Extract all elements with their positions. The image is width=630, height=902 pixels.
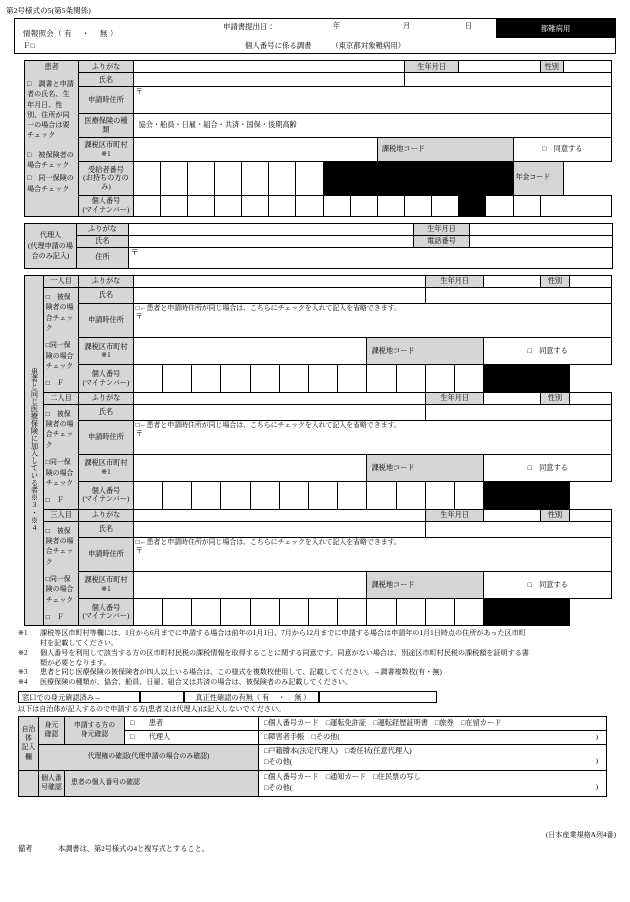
person-3-furigana-label: ふりがな [79, 509, 133, 521]
mynumber-label-1: 個人番 [41, 775, 62, 783]
note-item [18, 649, 614, 658]
mynumber-cell[interactable] [367, 365, 396, 392]
person-2-gender-value[interactable] [570, 392, 612, 404]
mynumber-cell[interactable] [405, 196, 432, 217]
person-2-name-extra[interactable] [425, 404, 611, 420]
patient-address-value[interactable] [133, 87, 611, 114]
paper-standard: (日本産業規格A列4番) [545, 831, 616, 839]
patient-check-same-label[interactable]: □ 調書と申請者の氏名、生年月日、性別、住所が同一の場合は要チェック [27, 79, 74, 140]
person-2-furigana-value[interactable] [133, 392, 425, 404]
note-text: 個人番号を利用して該当する方の区市町村民税の課税情報を取得することに関する同意です。同意がない場合は、別途区市町村民税の課税額を証明する書 [40, 648, 529, 657]
patient-insurance-type-options[interactable]: 協会・船員・日雇・組合・共済・国保・後期高齢 [133, 114, 611, 138]
person-3-gender-value[interactable] [570, 509, 612, 521]
agent-furigana-label: ふりがな [77, 223, 129, 235]
mynumber-cell[interactable] [192, 365, 221, 392]
patient-mynumber-label [79, 196, 133, 217]
tax-city-text: 課税区市町村 [84, 459, 128, 468]
person-3-check-same-insurance[interactable]: □同一保険の場合チェック [45, 576, 74, 604]
note-mark: ※3 [18, 668, 28, 677]
person-1-furigana-label: ふりがな [79, 275, 133, 287]
person-2-name-value[interactable] [133, 404, 425, 420]
agent-furigana-value[interactable] [129, 223, 414, 235]
mynumber-cell[interactable] [367, 599, 396, 626]
agent-identity-docs[interactable] [259, 730, 607, 744]
note-mark: ※1 [18, 629, 28, 638]
person-1-furigana-value[interactable] [133, 275, 425, 287]
mynumber-cell[interactable] [396, 365, 425, 392]
person-3-name-extra[interactable] [425, 521, 611, 537]
person-2-check-insured[interactable]: □ 被保険者の場合チェック [45, 410, 74, 449]
patient-pension-code-label: 年金コード [513, 162, 563, 196]
patient-gender-value[interactable] [563, 61, 611, 73]
document-title-subtitle: （東京都対象難病用） [331, 41, 406, 51]
patient-agree-checkbox[interactable]: □ 同意する [513, 138, 611, 162]
mynumber-cell[interactable] [513, 196, 540, 217]
postal-mark-icon: 〒 [135, 313, 143, 322]
mynumber-cell[interactable] [162, 482, 191, 509]
mynumber-text: 個人番号 [91, 197, 121, 206]
applicant-identity-1: 申請する方の [73, 721, 116, 729]
patient-furigana-label: ふりがな [79, 61, 133, 73]
person-2-check-same-insurance[interactable]: □同一保険の場合チェック [45, 459, 74, 487]
proxy-other-close: ) [595, 757, 598, 766]
mynumber-cell[interactable] [187, 196, 214, 217]
agent-name-label: 氏名 [77, 235, 129, 247]
footer-note-label: 備考 [18, 845, 33, 853]
recipient-cell[interactable] [242, 162, 269, 196]
person-3-ordinal: 三人目 [43, 509, 79, 521]
mynumber-cell[interactable] [455, 599, 484, 626]
municipal-mynumber-area [19, 770, 39, 796]
patient-tax-code-label: 課税地コード [377, 138, 513, 162]
applicant-identity-label [65, 716, 125, 744]
postal-mark-icon: 〒 [135, 546, 143, 555]
document-title: 個人番号に係る調書 [245, 41, 312, 51]
person-1-tax-code-label: 課税地コード [367, 338, 484, 365]
patient-tax-city-label [79, 138, 133, 162]
person-2-address-hint[interactable]: □←患者と申請時住所が同じ場合は、こちらにチェックを入れて記入を省略できます。 [135, 421, 401, 429]
person-2-agree-checkbox[interactable]: □ 同意する [484, 455, 612, 482]
person-3-address-label: 申請時住所 [79, 537, 133, 571]
note-item [18, 629, 614, 638]
person-3-tax-code-label: 課税地コード [367, 571, 484, 598]
mynumber-cell[interactable] [432, 196, 459, 217]
patient-table [24, 60, 612, 216]
header-box [14, 18, 616, 54]
tax-city-text: 課税区市町村 [84, 140, 128, 149]
recipient-cell[interactable] [215, 162, 242, 196]
postal-mark-icon: 〒 [135, 88, 143, 97]
agent-address-label: 住所 [77, 247, 129, 268]
patient-mynumber-confirm: 患者の個人番号の確認 [65, 770, 259, 796]
mynumber-cell[interactable] [338, 482, 367, 509]
tax-city-note: ※1 [101, 351, 111, 360]
municipal-vertical-label [19, 716, 39, 770]
mynumber-cell[interactable] [338, 365, 367, 392]
mynumber-text: 個人番号 [91, 603, 121, 612]
vertical-label-text: 患者と同じ医療保険に加入している者※3・※4 [30, 368, 39, 533]
person-2-mynumber-label [79, 482, 133, 509]
mynumber-cell[interactable] [367, 482, 396, 509]
mynumber-cell[interactable] [133, 196, 160, 217]
note-mark: ※4 [18, 678, 28, 687]
option-patient[interactable]: □ 患者 [125, 716, 259, 730]
person-1-address-value[interactable] [133, 303, 611, 337]
patient-gender-label: 性別 [540, 61, 563, 73]
mynumber-cell[interactable] [323, 196, 350, 217]
person-1-birth-value[interactable] [484, 275, 540, 287]
person-2-gender-label: 性別 [540, 392, 569, 404]
mynumber-sub: (マイナンバー) [82, 612, 130, 621]
identity-label-1: 身元 [44, 721, 59, 729]
agent-birth-label: 生年月日 [414, 223, 470, 235]
person-2-furigana-label: ふりがな [79, 392, 133, 404]
person-3-address-value[interactable] [133, 537, 611, 571]
mynumber-label-2: 号確認 [41, 784, 62, 792]
mynumber-cell[interactable] [162, 365, 191, 392]
person-2-ordinal: 二人目 [43, 392, 79, 404]
mynumber-text: 個人番号 [91, 486, 121, 495]
authenticity-check-box[interactable] [319, 691, 437, 703]
notes-block [18, 629, 614, 687]
identity-confirm-label [39, 716, 65, 744]
patient-insurance-type-label: 医療保険の種類 [79, 114, 133, 138]
note-text: 医療保険の種類が、協会、船員、日雇、組合又は共済の場合は、被保険者のみ記載してください。 [40, 678, 353, 687]
person-1-check-insured[interactable]: □ 被保険者の場合チェック [45, 293, 74, 332]
mynumber-cell[interactable] [296, 196, 323, 217]
mynumber-cell[interactable] [133, 365, 162, 392]
tax-city-note: ※1 [101, 149, 111, 158]
mynumber-confirm-label [39, 770, 65, 796]
mynumber-docs[interactable]: □個人番号カード □通知カード □住民票の写し [264, 772, 421, 781]
information-inquiry-label[interactable]: 情報照会（ 有 ・ 無 ） [23, 29, 118, 39]
recipient-cell[interactable] [269, 162, 296, 196]
person-1-mynumber-label [79, 365, 133, 392]
proxy-check-label: 代理権の確認(代理申請の場合のみ確認) [39, 744, 259, 770]
mynumber-cell[interactable] [350, 196, 377, 217]
stamp-badge: 都難病用 [496, 19, 615, 38]
patient-address-label: 申請時住所 [79, 87, 133, 114]
mynumber-cell[interactable] [162, 599, 191, 626]
month-label: 月 [403, 22, 411, 31]
mynumber-cell[interactable] [309, 365, 338, 392]
person-2-birth-value[interactable] [484, 392, 540, 404]
person-3-mynumber-label [79, 599, 133, 626]
mynumber-other[interactable]: □その他( [264, 784, 293, 793]
form-number: 第2号様式の5(第5条関係) [6, 6, 91, 15]
recipient-cell[interactable] [133, 162, 160, 196]
mynumber-cell[interactable] [279, 365, 308, 392]
authenticity-check-label[interactable]: 真正性確認の有無（ 有 ・ 無 ） [184, 691, 319, 703]
mynumber-cell[interactable] [377, 196, 404, 217]
recipient-cell[interactable] [296, 162, 323, 196]
person-1-check-same-insurance[interactable]: □同一保険の場合チェック [45, 342, 74, 371]
insured-persons-table [24, 275, 612, 627]
footer-note-text: 本調書は、第2号様式の4と複写式とすること。 [58, 845, 209, 853]
mynumber-cell[interactable] [309, 599, 338, 626]
tax-city-text: 課税区市町村 [84, 576, 128, 585]
recipient-no-sub: (お持ちの方のみ) [83, 174, 129, 192]
recipient-cell[interactable] [187, 162, 214, 196]
note-item [18, 678, 614, 687]
person-1-checks [43, 287, 79, 392]
agent-docs-close: ) [595, 732, 598, 741]
note-text-cont: 類が必要となります。 [40, 658, 111, 667]
patient-identity-docs[interactable]: □個人番号カード □運転免許証 □運転経歴証明書 □旅券 □在留カード [259, 716, 607, 730]
agent-docs-text[interactable]: □障害者手帳 □その他( [264, 732, 340, 741]
person-1-check-f[interactable]: □ Ｆ [45, 380, 64, 388]
municipal-notice: 以下は自治体が記入するので申請する方(患者又は代理人)は記入しないでください。 [18, 705, 286, 714]
mynumber-cell[interactable] [425, 365, 454, 392]
agent-phone-value[interactable] [470, 235, 613, 247]
mynumber-cell[interactable] [269, 196, 296, 217]
proxy-docs-group[interactable] [259, 744, 607, 770]
patient-name-label: 氏名 [79, 73, 133, 87]
person-1-name-value[interactable] [133, 287, 425, 303]
person-3-name-label: 氏名 [79, 521, 133, 537]
mynumber-cell[interactable] [309, 482, 338, 509]
note-text: 課税等区市町村等欄には、1月から6月までに申請する場合は前年の1月1日、7月から12月までに申請する場合は申請年の1月1日時点の住所があった区市町 [40, 629, 526, 638]
person-3-agree-checkbox[interactable]: □ 同意する [484, 571, 612, 598]
person-2-tax-city-value[interactable] [133, 455, 367, 482]
mynumber-cell[interactable] [160, 196, 187, 217]
person-2-tax-code-label: 課税地コード [367, 455, 484, 482]
mynumber-cell[interactable] [425, 599, 454, 626]
masked-region [323, 162, 513, 196]
patient-furigana-value[interactable] [133, 61, 404, 73]
person-3-check-insured[interactable]: □ 被保険者の場合チェック [45, 527, 74, 566]
person-1-tax-city-label [79, 338, 133, 365]
person-3-tax-city-value[interactable] [133, 571, 367, 598]
patient-birth-label: 生年月日 [405, 61, 459, 73]
applicant-identity-2: 身元確認 [80, 731, 109, 739]
mynumber-cell[interactable] [486, 196, 513, 217]
agent-name-value[interactable] [129, 235, 414, 247]
mynumber-cell[interactable] [250, 482, 279, 509]
person-3-address-hint[interactable]: □←患者と申請時住所が同じ場合は、こちらにチェックを入れて記入を省略できます。 [135, 538, 401, 546]
agent-address-value[interactable] [129, 247, 613, 268]
patient-birth-value[interactable] [459, 61, 540, 73]
municipal-label-1: 自治体 [21, 725, 36, 743]
patient-check-insured-label[interactable]: □ 被保険者の場合チェック [27, 150, 74, 169]
person-3-check-f[interactable]: □ Ｆ [45, 614, 64, 622]
mynumber-text: 個人番号 [91, 369, 121, 378]
patient-group-title: 患者 [25, 61, 79, 73]
mynumber-cell[interactable] [192, 599, 221, 626]
tax-city-note: ※1 [101, 585, 111, 594]
masked-region [484, 599, 570, 626]
submit-date-label: 申請書提出日： [223, 22, 275, 32]
person-3-furigana-value[interactable] [133, 509, 425, 521]
window-identity-check-box[interactable] [140, 691, 184, 703]
mynumber-docs-group[interactable] [259, 770, 607, 796]
person-1-address-label: 申請時住所 [79, 303, 133, 337]
municipal-table [18, 716, 607, 797]
person-1-name-extra[interactable] [425, 287, 611, 303]
option-agent[interactable]: □ 代理人 [125, 730, 259, 744]
mynumber-cell[interactable] [221, 365, 250, 392]
year-label: 年 [333, 22, 341, 31]
confirm-row [18, 691, 630, 703]
proxy-other[interactable]: □その他( [264, 758, 293, 767]
mynumber-sub: (マイナンバー) [82, 206, 130, 215]
tax-city-note: ※1 [101, 468, 111, 477]
person-3-name-value[interactable] [133, 521, 425, 537]
person-2-birth-label: 生年月日 [425, 392, 483, 404]
person-3-birth-label: 生年月日 [425, 509, 483, 521]
person-3-tax-city-label [79, 571, 133, 598]
mynumber-cell[interactable] [279, 599, 308, 626]
person-1-gender-value[interactable] [570, 275, 612, 287]
tax-city-text: 課税区市町村 [84, 342, 128, 351]
person-2-checks [43, 404, 79, 509]
mynumber-cell[interactable] [396, 482, 425, 509]
person-2-check-f[interactable]: □ Ｆ [45, 497, 64, 505]
recipient-no-text: 受給者番号 [87, 165, 124, 174]
mynumber-cell[interactable] [338, 599, 367, 626]
footer-note [18, 845, 209, 854]
person-2-address-label: 申請時住所 [79, 420, 133, 454]
person-1-address-hint[interactable]: □←患者と申請時住所が同じ場合は、こちらにチェックを入れて記入を省略できます。 [135, 304, 401, 312]
patient-tax-city-value[interactable] [133, 138, 377, 162]
mynumber-other-close: ) [595, 783, 598, 792]
mynumber-cell[interactable] [221, 482, 250, 509]
person-1-name-label: 氏名 [79, 287, 133, 303]
agent-title-text: 代理人 [39, 230, 62, 239]
patient-name-extra[interactable] [405, 73, 612, 87]
agent-title-sub1: (代理申請の場 [28, 241, 73, 250]
municipal-label-2: 記入欄 [21, 744, 36, 761]
masked-region [484, 482, 570, 509]
masked-region [484, 365, 570, 392]
person-3-birth-value[interactable] [484, 509, 540, 521]
insured-group-vertical-label [25, 275, 44, 626]
identity-label-2: 確認 [44, 731, 59, 739]
person-1-gender-label: 性別 [540, 275, 569, 287]
person-1-tax-city-value[interactable] [133, 338, 367, 365]
person-2-address-value[interactable] [133, 420, 611, 454]
patient-name-value[interactable] [133, 73, 404, 87]
note-text: 患者と同じ医療保険の被保険者が四人以上いる場合は、この様式を複数枚使用して、記載してください。→調書複数枚(有・無) [40, 668, 442, 677]
agent-group-title [25, 223, 77, 268]
note-item [18, 668, 614, 677]
mynumber-cell[interactable] [192, 482, 221, 509]
agent-table [24, 223, 613, 269]
person-1-ordinal: 一人目 [43, 275, 79, 287]
agent-phone-label: 電話番号 [414, 235, 470, 247]
mynumber-cell[interactable] [221, 599, 250, 626]
person-2-tax-city-label [79, 455, 133, 482]
person-1-birth-label: 生年月日 [425, 275, 483, 287]
agent-title-sub2: 合のみ記入) [31, 252, 70, 261]
mynumber-cell[interactable] [540, 196, 611, 217]
f-checkbox-label[interactable]: Ｆ□ [23, 41, 35, 51]
mynumber-cell[interactable] [215, 196, 242, 217]
mynumber-cell[interactable] [250, 599, 279, 626]
mynumber-cell[interactable] [425, 482, 454, 509]
patient-recipient-no-label [79, 162, 133, 196]
mynumber-sub: (マイナンバー) [82, 495, 130, 504]
agent-birth-value[interactable] [470, 223, 613, 235]
mynumber-cell[interactable] [133, 599, 162, 626]
proxy-docs[interactable]: □戸籍謄本(法定代理人) □委任状(任意代理人) [264, 746, 412, 755]
masked-cell [459, 196, 486, 217]
postal-mark-icon: 〒 [131, 248, 139, 257]
person-1-agree-checkbox[interactable]: □ 同意する [484, 338, 612, 365]
mynumber-cell[interactable] [455, 365, 484, 392]
mynumber-cell[interactable] [242, 196, 269, 217]
patient-check-same-insurance-label[interactable]: □ 同一保険の場合チェック [27, 174, 74, 193]
day-label: 日 [465, 22, 473, 31]
note-mark: ※2 [18, 648, 28, 657]
postal-mark-icon: 〒 [135, 430, 143, 439]
person-3-checks [43, 521, 79, 626]
mynumber-sub: (マイナンバー) [82, 378, 130, 387]
mynumber-cell[interactable] [279, 482, 308, 509]
person-2-name-label: 氏名 [79, 404, 133, 420]
window-identity-check-label[interactable]: 窓口での身元確認済み→ [18, 691, 140, 703]
recipient-cell[interactable] [160, 162, 187, 196]
person-3-gender-label: 性別 [540, 509, 569, 521]
note-text-cont: 村を記載してください。 [40, 639, 119, 648]
mynumber-cell[interactable] [396, 599, 425, 626]
mynumber-cell[interactable] [455, 482, 484, 509]
mynumber-cell[interactable] [133, 482, 162, 509]
mynumber-cell[interactable] [250, 365, 279, 392]
